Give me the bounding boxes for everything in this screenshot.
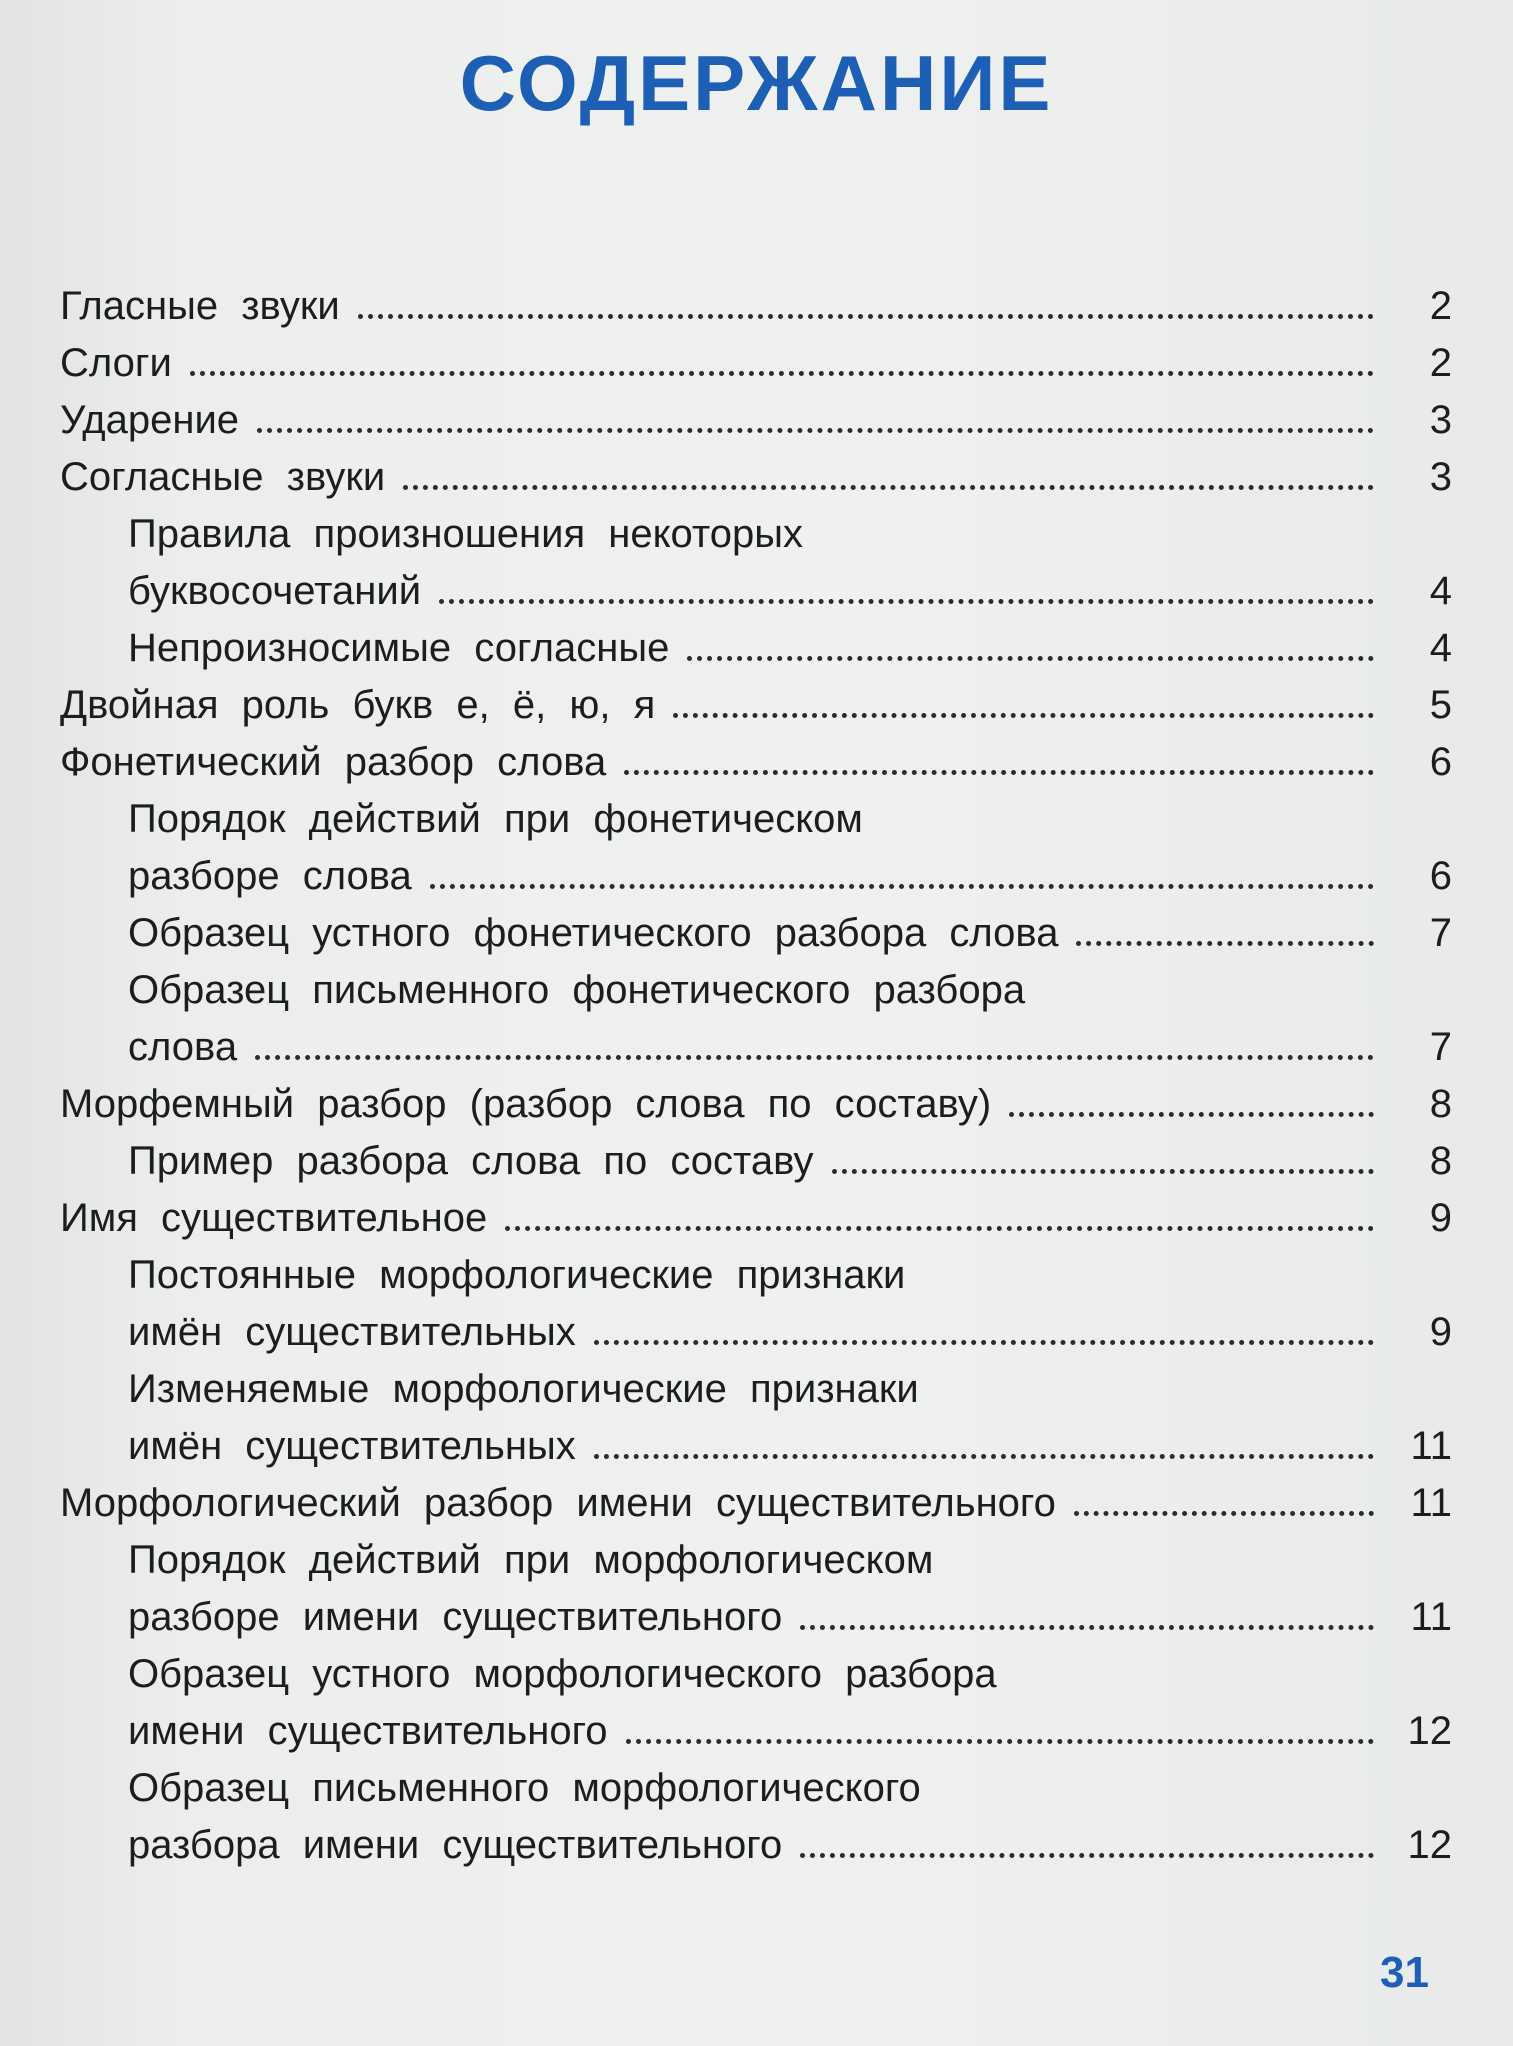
dot-leader xyxy=(255,1055,1374,1060)
toc-subentry xyxy=(60,1418,1452,1475)
table-of-contents xyxy=(60,278,1452,1874)
toc-subentry xyxy=(60,1247,1452,1304)
dot-leader xyxy=(1009,1112,1374,1117)
toc-subentry xyxy=(60,905,1452,962)
toc-subentry xyxy=(60,1589,1452,1646)
toc-entry xyxy=(60,1076,1452,1133)
toc-entry-title: Согласные звуки xyxy=(60,455,386,499)
toc-entry xyxy=(60,1190,1452,1247)
toc-entry-page: 11 xyxy=(1410,1481,1452,1525)
toc-entry-title-cont: слова xyxy=(128,1025,238,1069)
dot-leader xyxy=(594,1340,1374,1345)
page-title: СОДЕРЖАНИЕ xyxy=(459,39,1054,127)
toc-entry-title-cont: имени существительного xyxy=(128,1709,608,1753)
toc-entry-title-cont: имён существительных xyxy=(128,1424,576,1468)
toc-subentry xyxy=(60,1760,1452,1817)
toc-entry-page: 4 xyxy=(1429,569,1452,613)
toc-entry-title: Двойная роль букв е, ё, ю, я xyxy=(60,683,656,727)
toc-entry-title: Постоянные морфологические признаки xyxy=(128,1253,906,1297)
toc-entry-page: 8 xyxy=(1429,1139,1452,1183)
toc-entry xyxy=(60,278,1452,335)
toc-entry-page: 9 xyxy=(1429,1196,1452,1240)
toc-entry-title: Морфологический разбор имени существительного xyxy=(60,1481,1056,1525)
dot-leader xyxy=(673,713,1374,718)
dot-leader xyxy=(832,1169,1374,1174)
dot-leader xyxy=(594,1454,1374,1459)
toc-subentry xyxy=(60,1646,1452,1703)
toc-entry-title: Имя существительное xyxy=(60,1196,488,1240)
toc-subentry xyxy=(60,1703,1452,1760)
toc-entry-title-cont: имён существительных xyxy=(128,1310,576,1354)
toc-entry-page: 12 xyxy=(1407,1709,1452,1753)
toc-entry-title: Слоги xyxy=(60,341,172,385)
dot-leader xyxy=(624,770,1374,775)
toc-entry-page: 4 xyxy=(1429,626,1452,670)
toc-entry-page: 2 xyxy=(1429,284,1452,328)
toc-subentry xyxy=(60,1019,1452,1076)
toc-subentry xyxy=(60,1532,1452,1589)
toc-entry-title: Порядок действий при фонетическом xyxy=(128,797,863,841)
toc-entry-title: Фонетический разбор слова xyxy=(60,740,607,784)
toc-subentry xyxy=(60,1361,1452,1418)
toc-entry-page: 9 xyxy=(1429,1310,1452,1354)
toc-entry-page: 3 xyxy=(1429,398,1452,442)
dot-leader xyxy=(358,314,1374,319)
toc-entry-title: Правила произношения некоторых xyxy=(128,512,804,556)
toc-entry-page: 2 xyxy=(1429,341,1452,385)
toc-entry xyxy=(60,335,1452,392)
toc-entry xyxy=(60,677,1452,734)
dot-leader xyxy=(1074,1511,1374,1516)
toc-entry-title: Образец письменного фонетического разбора xyxy=(128,968,1026,1012)
toc-entry-title-cont: разбора имени существительного xyxy=(128,1823,783,1867)
toc-entry-page: 8 xyxy=(1429,1082,1452,1126)
toc-entry-page: 7 xyxy=(1429,1025,1452,1069)
toc-subentry xyxy=(60,506,1452,563)
dot-leader xyxy=(430,884,1374,889)
toc-subentry xyxy=(60,620,1452,677)
dot-leader xyxy=(439,599,1374,604)
toc-entry xyxy=(60,734,1452,791)
dot-leader xyxy=(403,485,1374,490)
toc-subentry xyxy=(60,1133,1452,1190)
dot-leader xyxy=(800,1625,1374,1630)
toc-subentry xyxy=(60,848,1452,905)
toc-entry-title: Ударение xyxy=(60,398,240,442)
toc-entry-title: Морфемный разбор (разбор слова по составу) xyxy=(60,1082,992,1126)
toc-entry-page: 6 xyxy=(1429,740,1452,784)
toc-entry-page: 6 xyxy=(1429,854,1452,898)
toc-subentry xyxy=(60,1817,1452,1874)
toc-entry-title: Изменяемые морфологические признаки xyxy=(128,1367,919,1411)
toc-entry-title-cont: разборе слова xyxy=(128,854,412,898)
dot-leader xyxy=(800,1853,1374,1858)
dot-leader xyxy=(687,656,1374,661)
page-number: 31 xyxy=(1380,1948,1429,1997)
toc-entry-page: 7 xyxy=(1429,911,1452,955)
toc-entry-page: 3 xyxy=(1429,455,1452,499)
toc-subentry xyxy=(60,791,1452,848)
toc-entry-title: Непроизносимые согласные xyxy=(128,626,670,670)
toc-entry-title: Пример разбора слова по составу xyxy=(128,1139,814,1183)
toc-entry-title: Порядок действий при морфологическом xyxy=(128,1538,934,1582)
toc-entry-page: 12 xyxy=(1407,1823,1452,1867)
toc-entry-title: Образец письменного морфологического xyxy=(128,1766,921,1810)
dot-leader xyxy=(1076,941,1374,946)
toc-entry-title: Образец устного морфологического разбора xyxy=(128,1652,997,1696)
toc-entry-title-cont: буквосочетаний xyxy=(128,569,422,613)
toc-entry-title: Гласные звуки xyxy=(60,284,340,328)
toc-entry xyxy=(60,449,1452,506)
toc-entry xyxy=(60,392,1452,449)
dot-leader xyxy=(505,1226,1374,1231)
toc-entry-page: 11 xyxy=(1410,1424,1452,1468)
dot-leader xyxy=(257,428,1374,433)
toc-subentry xyxy=(60,563,1452,620)
dot-leader xyxy=(626,1739,1374,1744)
toc-entry-title-cont: разборе имени существительного xyxy=(128,1595,783,1639)
toc-entry-page: 11 xyxy=(1410,1595,1452,1639)
toc-subentry xyxy=(60,1304,1452,1361)
toc-subentry xyxy=(60,962,1452,1019)
toc-entry xyxy=(60,1475,1452,1532)
dot-leader xyxy=(190,371,1374,376)
toc-entry-page: 5 xyxy=(1429,683,1452,727)
toc-entry-title: Образец устного фонетического разбора слова xyxy=(128,911,1059,955)
